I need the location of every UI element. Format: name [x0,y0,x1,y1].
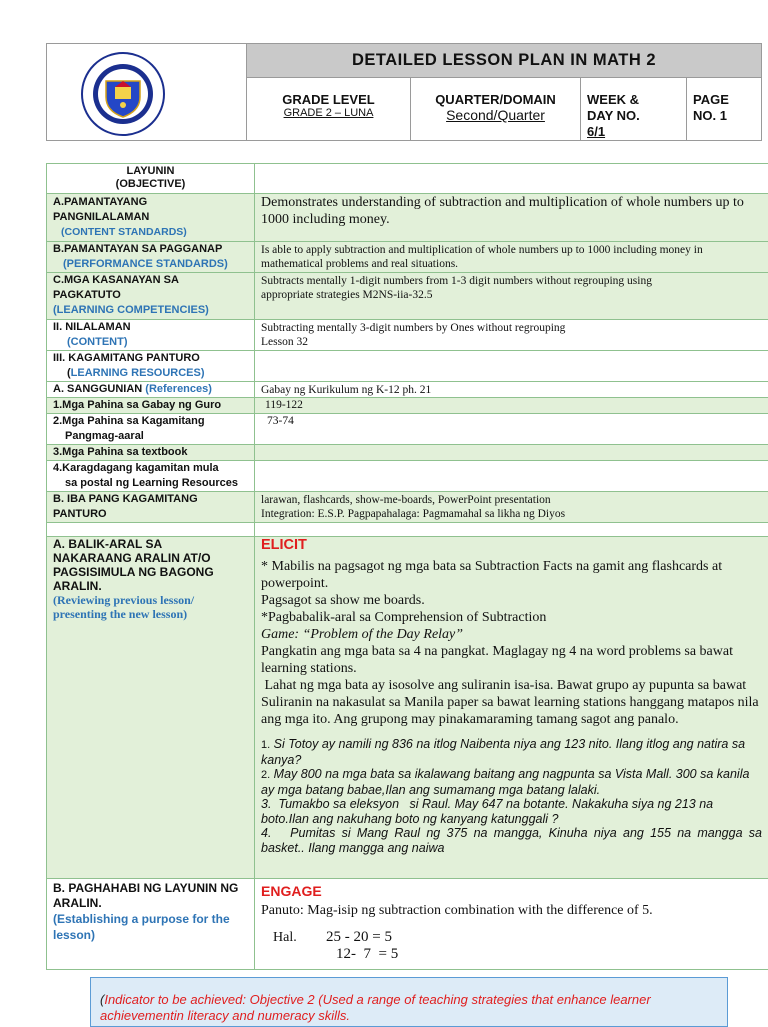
learning-competencies-label-2: PAGKATUTO [53,288,248,303]
indicator-paren: ( [100,992,104,1007]
content-line-2: Lesson 32 [261,335,762,349]
engage-heading: ENGAGE [261,883,762,899]
lesson-plan-table [46,163,768,970]
engage-equation-2: 12- 7 = 5 [336,946,398,963]
learning-competencies-sub: (LEARNING COMPETENCIES) [53,303,248,318]
row-engage [47,879,768,970]
engage-label-1: B. PAGHAHABI NG LAYUNIN NG [53,881,248,896]
row-textbook-pages [47,445,768,461]
integration-line: Integration: E.S.P. Pagpapahalaga: Pagmamahal sa likha ng Diyos [261,507,762,521]
row-content [47,320,768,351]
elicit-sub-2: presenting the new lesson) [53,607,248,621]
textbook-label: 3.Mga Pahina sa textbook [47,445,255,461]
grade-level-value: GRADE 2 – LUNA [247,107,410,120]
content-standards-sub: (CONTENT STANDARDS) [53,225,248,240]
logo-cell [47,44,247,141]
learning-competencies-label-cell [47,273,255,320]
performance-standards-value: Is able to apply subtraction and multiplication of whole numbers up to 1000 including money in mathematical problems and real situations. [255,242,768,273]
elicit-grouping: Pangkatin ang mga bata sa 4 na pangkat. Maglagay ng 4 na word problems sa bawat learning stations. [261,643,762,677]
content-standards-label-cell [47,194,255,242]
problem-2-text: May 800 na mga bata sa ikalawang baitang ang nagpunta sa Vista Mall. 300 sa kanila ay mga batang babae,Ilan ang sumamang mga batang lalaki. [261,767,749,797]
other-materials-value [255,492,768,523]
learner-material-label: 2.Mga Pahina sa Kagamitang [53,414,248,429]
elicit-label-cell [47,537,255,879]
elicit-content [255,537,768,879]
week-cell [581,78,687,141]
elicit-game-title: Game: “Problem of the Day Relay” [261,626,762,643]
competency-line-1: Subtracts mentally 1-digit numbers from 1-3 digit numbers without regrouping using [261,274,762,288]
elicit-label-2: NAKARAANG ARALIN AT/O [53,551,248,565]
learner-material-label-cell [47,414,255,445]
quarter-value: Second/Quarter [411,107,580,124]
content-standards-label: A.PAMANTAYANG [53,195,248,210]
objective-label-en: (OBJECTIVE) [53,178,248,191]
page-label-1: PAGE [693,92,761,108]
week-label-1: WEEK & [587,92,686,108]
other-materials-label: B. IBA PANG KAGAMITANG [53,492,248,507]
row-learner-material-pages [47,414,768,445]
materials-line: larawan, flashcards, show-me-boards, PowerPoint presentation [261,493,762,507]
objective-header-row [47,164,768,194]
learning-competencies-label: C.MGA KASANAYAN SA [53,273,248,288]
problem-2-number: 2. [261,769,270,781]
learning-resources-sub: LEARNING RESOURCES) [71,367,205,379]
additional-materials-label-2: sa postal ng Learning Resources [53,476,248,491]
engage-instruction: Panuto: Mag-isip ng subtraction combination with the difference of 5. [261,902,762,919]
row-other-materials [47,492,768,523]
learning-resources-label: III. KAGAMITANG PANTURO [53,351,248,366]
row-additional-materials [47,461,768,492]
row-references [47,382,768,398]
spacer-left [47,523,255,537]
row-spacer [47,523,768,537]
learning-resources-empty [255,351,768,382]
objective-label: LAYUNIN [53,165,248,178]
indicator-text: Indicator to be achieved: Objective 2 (Used a range of teaching strategies that enhance learner achievementin literacy and numeracy skills. [100,992,651,1023]
learning-resources-paren: ( [67,367,71,379]
learner-material-label-2: Pangmag-aaral [53,429,248,444]
row-learning-resources [47,351,768,382]
elicit-problem-1 [261,737,762,767]
additional-materials-value [255,461,768,492]
content-standards-value: Demonstrates understanding of subtraction and multiplication of whole numbers up to 1000 including money. [255,194,768,242]
references-value: Gabay ng Kurikulum ng K-12 ph. 21 [255,382,768,398]
performance-standards-label: B.PAMANTAYAN SA PAGGANAP [53,242,248,257]
elicit-sub-1: (Reviewing previous lesson/ [53,593,248,607]
engage-label-2: ARALIN. [53,896,248,911]
deped-seal-icon [63,51,183,137]
elicit-label-1: A. BALIK-ARAL SA [53,537,248,551]
row-elicit [47,537,768,879]
learning-competencies-value [255,273,768,320]
textbook-value [255,445,768,461]
elicit-flashcards: * Mabilis na pagsagot ng mga bata sa Subtraction Facts na gamit ang flashcards at powerpoint. [261,558,762,592]
elicit-label-3: PAGSISIMULA NG BAGONG [53,565,248,579]
learning-resources-label-cell [47,351,255,382]
week-label-2: DAY NO. [587,108,686,124]
additional-materials-label-cell [47,461,255,492]
learner-material-value: 73-74 [255,414,768,445]
performance-standards-label-cell [47,242,255,273]
references-label: A. SANGGUNIAN [53,383,145,395]
objective-header [47,164,255,194]
elicit-label-4: ARALIN. [53,579,248,593]
quarter-label: QUARTER/DOMAIN [411,92,580,107]
objective-header-empty [255,164,768,194]
indicator-box [90,977,728,1027]
elicit-show-me-boards: Pagsagot sa show me boards. [261,592,762,609]
week-value: 6/1 [587,124,686,140]
quarter-cell [411,78,581,141]
content-sub: (CONTENT) [53,335,248,350]
additional-materials-label: 4.Karagdagang kagamitan mula [53,461,248,476]
problem-1-text: Si Totoy ay namili ng 836 na itlog Naibenta niya ang 123 nito. Ilang itlog ang natira sa kanya? [261,737,745,767]
competency-line-2: appropriate strategies M2NS-iia-32.5 [261,288,762,302]
elicit-problem-4: 4. Pumitas si Mang Raul ng 375 na mangga, Kinuha niya ang 155 na mangga sa basket.. Ilang mangga ang naiwa [261,826,762,855]
elicit-problem-3: 3. Tumakbo sa eleksyon si Raul. May 647 na botante. Nakakuha siya ng 213 na boto.Ilan ang nakuhang boto ng kanyang katunggali ? [261,797,762,826]
content-label: II. NILALAMAN [53,320,248,335]
engage-sub-2: lesson) [53,927,248,943]
engage-example-label: Hal. [273,929,297,946]
content-standards-label-2: PANGNILALAMAN [53,210,248,225]
content-value [255,320,768,351]
other-materials-label-cell [47,492,255,523]
engage-content [255,879,768,970]
references-label-cell [47,382,255,398]
spacer-right [255,523,768,537]
problem-1-number: 1. [261,739,270,751]
engage-sub-1: (Establishing a purpose for the [53,911,248,927]
row-teacher-guide-pages [47,398,768,414]
references-sub: (References) [145,383,212,395]
page-cell [687,78,762,141]
page-label-2: NO. 1 [693,108,761,124]
teacher-guide-label: 1.Mga Pahina sa Gabay ng Guro [47,398,255,414]
content-label-cell [47,320,255,351]
row-content-standards [47,194,768,242]
teacher-guide-value: 119-122 [255,398,768,414]
other-materials-label-2: PANTURO [53,507,248,522]
elicit-rules: Lahat ng mga bata ay isosolve ang suliranin isa-isa. Bawat grupo ay pupunta sa bawat Suliranin na nakasulat sa Manila paper sa bawat learning stations hanggang matapos nila ang mga ito. Ang grupong may pinakamaraming tamang sagot ang panalo. [261,677,762,728]
document-title: DETAILED LESSON PLAN IN MATH 2 [247,44,762,78]
engage-equation-1: 25 - 20 = 5 [326,929,392,946]
header-table [46,43,762,141]
grade-level-cell [247,78,411,141]
row-learning-competencies [47,273,768,320]
grade-level-label: GRADE LEVEL [247,92,410,107]
row-performance-standards [47,242,768,273]
content-line-1: Subtracting mentally 3-digit numbers by Ones without regrouping [261,321,762,335]
elicit-review: *Pagbabalik-aral sa Comprehension of Subtraction [261,609,762,626]
elicit-problem-2 [261,767,762,797]
elicit-heading: ELICIT [261,537,762,554]
performance-standards-sub: (PERFORMANCE STANDARDS) [53,257,248,272]
engage-label-cell [47,879,255,970]
